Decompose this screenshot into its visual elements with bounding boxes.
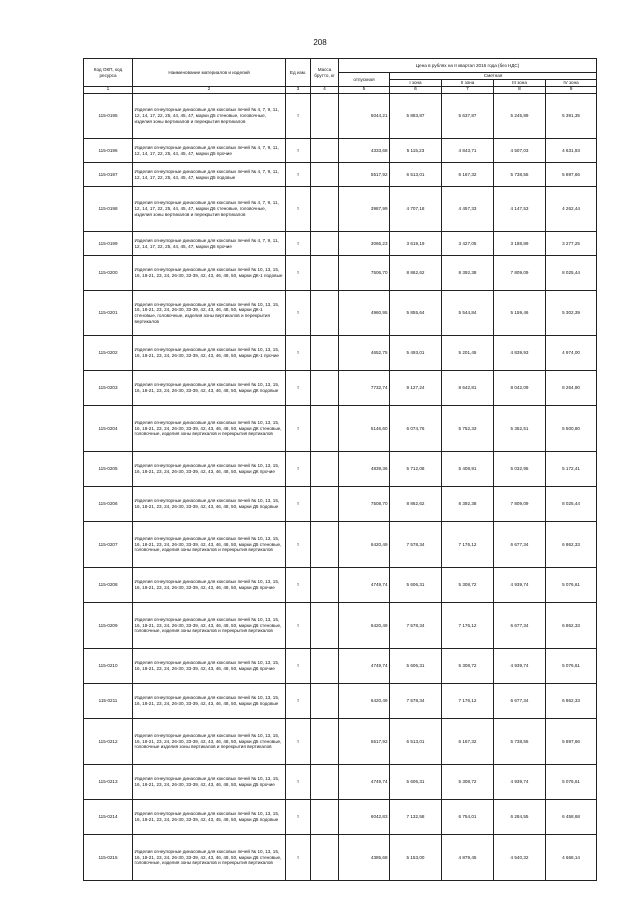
price-zone-4: 6 862,33 [546,603,597,649]
release-price: 5146,60 [339,406,390,452]
resource-code: 115-0203 [84,371,133,406]
release-price: 5517,92 [339,163,390,187]
price-zone-4: 6 862,33 [546,522,597,568]
release-price: 4749,74 [339,649,390,684]
unit-of-measure: т [286,139,311,163]
table-row [84,800,597,835]
column-number: 7 [442,87,494,94]
gross-mass [311,719,339,765]
price-zone-2: 5 308,72 [442,568,494,603]
release-price: 7508,70 [339,487,390,522]
price-zone-1: 6 513,01 [390,163,442,187]
gross-mass [311,649,339,684]
price-zone-4: 8 025,44 [546,256,597,291]
release-price: 4749,74 [339,568,390,603]
material-name: Изделия огнеупорные динасовые для коксовых печей № 4, 7, 9, 11, 12, 14, 17, 22, 25, 44, 45, 47, марки Д5 подовые [133,163,286,187]
header-estimate: Сметная [390,73,597,80]
price-zone-2: 4 457,33 [442,187,494,232]
price-zone-2: 6 167,32 [442,163,494,187]
header-unit: Ед изм. [286,59,311,87]
gross-mass [311,487,339,522]
resource-code: 115-0210 [84,649,133,684]
price-zone-4: 5 172,41 [546,452,597,487]
column-number: 1 [84,87,133,94]
column-number: 8 [494,87,546,94]
gross-mass [311,684,339,719]
table-row [84,406,597,452]
header-code: Код ОКП, код ресурса [84,59,133,87]
price-zone-4: 6 862,33 [546,684,597,719]
price-zone-3: 6 284,55 [494,800,546,835]
unit-of-measure: т [286,256,311,291]
price-zone-2: 4 879,45 [442,835,494,881]
gross-mass [311,291,339,336]
price-zone-2: 5 201,45 [442,336,494,371]
unit-of-measure: т [286,487,311,522]
material-name: Изделия огнеупорные динасовые для коксовых печей № 10, 13, 15, 16, 18-21, 23, 24, 26-30, 33-39, 42, 43, 46, 48, 50, марки Д6 подовые [133,684,286,719]
header-zone-1: I зона [390,80,442,87]
price-zone-2: 7 176,12 [442,684,494,719]
price-zone-3: 8 042,09 [494,371,546,406]
unit-of-measure: т [286,649,311,684]
header-price-group: Цена в рублях на II квартал 2016 года (без НДС) [339,59,597,73]
resource-code: 115-0206 [84,487,133,522]
price-zone-1: 5 855,64 [390,291,442,336]
resource-code: 115-0214 [84,800,133,835]
resource-code: 115-0215 [84,835,133,881]
gross-mass [311,256,339,291]
unit-of-measure: т [286,94,311,139]
release-price: 4839,36 [339,452,390,487]
resource-code: 115-0200 [84,256,133,291]
unit-of-measure: т [286,406,311,452]
column-number: 5 [339,87,390,94]
material-name: Изделия огнеупорные динасовые для коксовых печей № 10, 13, 15, 16, 18-21, 23, 24, 26-30, 33-39, 42, 43, 46, 48, 50, марки ДК-1 стеновые, головочные, изделия зоны вертикалов и перекрытия вертикалов [133,291,286,336]
gross-mass [311,371,339,406]
resource-code: 115-0213 [84,765,133,800]
price-zone-3: 5 245,89 [494,94,546,139]
column-number: 4 [311,87,339,94]
price-zone-2: 8 392,38 [442,487,494,522]
price-zone-1: 6 513,01 [390,719,442,765]
release-price: 7506,70 [339,256,390,291]
price-zone-4: 4 262,44 [546,187,597,232]
price-zone-2: 7 176,12 [442,522,494,568]
column-number-row [84,87,597,94]
price-zone-3: 5 159,46 [494,291,546,336]
gross-mass [311,800,339,835]
material-name: Изделия огнеупорные динасовые для коксовых печей № 10, 13, 15, 16, 18-21, 23, 24, 26-30, 33-39, 42, 43, 46, 48, 50, марки Д6 стеновые, головочные, изделия зоны вертикалов и перекрытия вертикалов [133,835,286,881]
release-price: 4333,68 [339,139,390,163]
material-name: Изделия огнеупорные динасовые для коксовых печей № 10, 13, 15, 16, 18-21, 23, 24, 26-30, 33-39, 42, 43, 46, 48, 50, марки ДК прочие [133,452,286,487]
material-name: Изделия огнеупорные динасовые для коксовых печей № 4, 7, 9, 11, 12, 14, 17, 22, 25, 44, 45, 47, марки Д6 стеновые, головочные, изделия зоны вертикалов и перекрытия вертикалов [133,187,286,232]
resource-code: 115-0207 [84,522,133,568]
release-price: 4385,68 [339,835,390,881]
resource-code: 115-0196 [84,139,133,163]
resource-code: 115-0195 [84,94,133,139]
material-name: Изделия огнеупорные динасовые для коксовых печей № 10, 13, 15, 16, 18-21, 23, 24, 26-30, 33-39, 42, 43, 46, 48, 50, марки ДК подовые [133,371,286,406]
price-zone-2: 5 308,72 [442,765,494,800]
unit-of-measure: т [286,187,311,232]
price-zone-3: 5 738,55 [494,719,546,765]
material-name: Изделия огнеупорные динасовые для коксовых печей № 10, 13, 15, 16, 18-21, 23, 24, 26-30, 33-39, 42, 43, 46, 48, 50, марки Д5 прочие [133,568,286,603]
unit-of-measure: т [286,371,311,406]
header-name: Наименование материалов и изделий [133,59,286,87]
material-name: Изделия огнеупорные динасовые для коксовых печей № 10, 13, 15, 16, 18-21, 23, 24, 26-30, 33-39, 42, 43, 46, 48, 50, марки Д5 стеновые, головочные, изделия зоны вертикалов и перекрытия вертикалов [133,522,286,568]
price-zone-4: 3 277,25 [546,232,597,256]
price-zone-1: 5 883,87 [390,94,442,139]
price-table [83,58,597,881]
unit-of-measure: т [286,336,311,371]
table-row [84,522,597,568]
table-row [84,291,597,336]
resource-code: 115-0197 [84,163,133,187]
table-row [84,187,597,232]
material-name: Изделия огнеупорные динасовые для коксовых печей № 4, 7, 9, 11, 12, 14, 17, 22, 25, 44, 45, 47, марки Д5 стеновые, головочные, изделия зоны вертикалов и перекрытия вертикалов [133,94,286,139]
material-name: Изделия огнеупорные динасовые для коксовых печей № 10, 13, 15, 16, 18-21, 23, 24, 26-30, 33-39, 42, 43, 46, 48, 50, марки ДК-1 прочие [133,336,286,371]
price-zone-3: 4 839,93 [494,336,546,371]
header-zone-4: IV зона [546,80,597,87]
material-name: Изделия огнеупорные динасовые для коксовых печей № 10, 13, 15, 16, 18-21, 23, 24, 26-30, 33-39, 42, 43, 46, 48, 50, марки Д5 стеновые, головочные изделия зоны вертикалов и перекрытия вертикалов [133,719,286,765]
price-zone-4: 4 666,14 [546,835,597,881]
price-zone-1: 5 606,31 [390,649,442,684]
unit-of-measure: т [286,568,311,603]
gross-mass [311,139,339,163]
price-zone-2: 5 752,33 [442,406,494,452]
price-zone-3: 4 939,74 [494,765,546,800]
price-zone-3: 4 939,74 [494,649,546,684]
table-row [84,649,597,684]
price-zone-2: 4 843,71 [442,139,494,163]
resource-code: 115-0211 [84,684,133,719]
gross-mass [311,522,339,568]
unit-of-measure: т [286,684,311,719]
resource-code: 115-0204 [84,406,133,452]
price-zone-2: 5 637,87 [442,94,494,139]
table-row [84,684,597,719]
price-zone-2: 7 176,12 [442,603,494,649]
price-zone-4: 5 897,66 [546,163,597,187]
gross-mass [311,94,339,139]
price-zone-1: 8 862,62 [390,256,442,291]
price-zone-1: 7 578,34 [390,603,442,649]
gross-mass [311,336,339,371]
price-zone-2: 6 167,32 [442,719,494,765]
table-row [84,163,597,187]
price-zone-1: 3 619,19 [390,232,442,256]
material-name: Изделия огнеупорные динасовые для коксовых печей № 10, 13, 15, 16, 18-21, 23, 24, 26-30, 33-39, 42, 43, 46, 48, 50, марки ДК-1 подовые [133,256,286,291]
material-name: Изделия огнеупорные динасовые для коксовых печей № 4, 7, 9, 11, 12, 14, 17, 22, 25, 44, 45, 47, марки Д6 прочие [133,232,286,256]
price-zone-4: 6 458,68 [546,800,597,835]
gross-mass [311,452,339,487]
material-name: Изделия огнеупорные динасовые для коксовых печей № 10, 13, 15, 16, 18-21, 23, 24, 26-30, 33-39, 42, 43, 46, 48, 50, марки Д5 подовые [133,487,286,522]
price-zone-4: 5 076,61 [546,649,597,684]
price-zone-2: 5 408,91 [442,452,494,487]
unit-of-measure: т [286,603,311,649]
unit-of-measure: т [286,163,311,187]
resource-code: 115-0201 [84,291,133,336]
resource-code: 115-0205 [84,452,133,487]
resource-code: 115-0208 [84,568,133,603]
release-price: 6420,49 [339,684,390,719]
gross-mass [311,568,339,603]
table-row [84,139,597,163]
price-zone-3: 6 677,34 [494,522,546,568]
price-zone-1: 5 712,08 [390,452,442,487]
gross-mass [311,835,339,881]
table-row [84,487,597,522]
header-zone-2: II зона [442,80,494,87]
header-release: отпускная [339,73,390,87]
release-price: 6420,49 [339,603,390,649]
resource-code: 115-0209 [84,603,133,649]
price-zone-3: 5 032,95 [494,452,546,487]
price-zone-2: 3 427,05 [442,232,494,256]
price-zone-1: 7 578,34 [390,522,442,568]
unit-of-measure: т [286,522,311,568]
price-zone-3: 4 507,03 [494,139,546,163]
price-zone-2: 6 754,01 [442,800,494,835]
material-name: Изделия огнеупорные динасовые для коксовых печей № 4, 7, 9, 11, 12, 14, 17, 22, 25, 44, 45, 47, марки Д5 прочие [133,139,286,163]
price-zone-3: 3 188,89 [494,232,546,256]
gross-mass [311,187,339,232]
table-row [84,371,597,406]
gross-mass [311,406,339,452]
release-price: 6042,83 [339,800,390,835]
unit-of-measure: т [286,719,311,765]
price-zone-4: 5 897,66 [546,719,597,765]
column-number: 9 [546,87,597,94]
header-zone-3: III зона [494,80,546,87]
unit-of-measure: т [286,800,311,835]
gross-mass [311,603,339,649]
release-price: 5044,21 [339,94,390,139]
release-price: 5517,92 [339,719,390,765]
price-zone-4: 8 025,44 [546,487,597,522]
price-zone-1: 5 153,00 [390,835,442,881]
table-row [84,719,597,765]
material-name: Изделия огнеупорные динасовые для коксовых печей № 10, 13, 15, 16, 18-21, 23, 24, 26-30, 33-39, 42, 43, 46, 48, 50, марки Д5 прочие [133,765,286,800]
release-price: 4652,75 [339,336,390,371]
material-name: Изделия огнеупорные динасовые для коксовых печей № 10, 13, 15, 16, 18-21, 23, 24, 26-30, 33-39, 42, 43, 46, 48, 50, марки ДК стеновые, головочные, изделия зоны вертикалов и перекрытия вертикалов [133,406,286,452]
price-zone-4: 4 631,93 [546,139,597,163]
page-number: 208 [313,38,327,47]
resource-code: 115-0198 [84,187,133,232]
price-zone-4: 5 076,61 [546,568,597,603]
material-name: Изделия огнеупорные динасовые для коксовых печей № 10, 13, 15, 16, 18-21, 23, 24, 26-30, 33-39, 42, 43, 46, 48, 50, марки Д6 стеновые, головочные, изделия зоны вертикалов и перекрытия вертикалов [133,603,286,649]
release-price: 3066,23 [339,232,390,256]
release-price: 3987,99 [339,187,390,232]
gross-mass [311,232,339,256]
table-row [84,452,597,487]
table-row [84,256,597,291]
table-row [84,232,597,256]
price-zone-4: 5 076,61 [546,765,597,800]
price-zone-2: 8 642,81 [442,371,494,406]
price-zone-4: 5 302,39 [546,291,597,336]
column-number: 2 [133,87,286,94]
price-zone-2: 5 544,84 [442,291,494,336]
table-row [84,94,597,139]
unit-of-measure: т [286,232,311,256]
price-zone-3: 7 809,09 [494,256,546,291]
table-row [84,765,597,800]
release-price: 7732,74 [339,371,390,406]
price-zone-4: 8 264,90 [546,371,597,406]
table-row [84,336,597,371]
price-zone-4: 5 500,80 [546,406,597,452]
price-zone-1: 7 578,34 [390,684,442,719]
price-table-body [84,94,597,881]
price-zone-3: 7 809,09 [494,487,546,522]
price-zone-3: 5 352,51 [494,406,546,452]
resource-code: 115-0202 [84,336,133,371]
header-mass: Масса брутто, кг [311,59,339,87]
unit-of-measure: т [286,291,311,336]
price-zone-1: 5 493,01 [390,336,442,371]
column-number: 6 [390,87,442,94]
price-zone-3: 4 540,32 [494,835,546,881]
price-zone-3: 5 738,55 [494,163,546,187]
material-name: Изделия огнеупорные динасовые для коксовых печей № 10, 13, 15, 16, 18-21, 23, 24, 26-30, 33-39, 42, 43, 46, 48, 50, марки Д6 прочие [133,649,286,684]
price-zone-3: 4 147,53 [494,187,546,232]
price-zone-1: 5 606,31 [390,765,442,800]
gross-mass [311,765,339,800]
price-zone-4: 5 391,35 [546,94,597,139]
price-zone-2: 5 308,72 [442,649,494,684]
price-zone-1: 8 862,62 [390,487,442,522]
price-zone-4: 4 974,00 [546,336,597,371]
price-zone-1: 5 115,23 [390,139,442,163]
resource-code: 115-0199 [84,232,133,256]
gross-mass [311,163,339,187]
price-zone-3: 6 677,34 [494,684,546,719]
price-zone-2: 8 392,38 [442,256,494,291]
table-row [84,568,597,603]
price-zone-3: 6 677,34 [494,603,546,649]
table-row [84,603,597,649]
price-zone-1: 6 074,76 [390,406,442,452]
material-name: Изделия огнеупорные динасовые для коксовых печей № 10, 13, 15, 16, 18-21, 23, 24, 26-30, 33-39, 42, 43, 45, 48, 50, марки Д5 подовые [133,800,286,835]
unit-of-measure: т [286,452,311,487]
price-zone-3: 4 939,74 [494,568,546,603]
resource-code: 115-0212 [84,719,133,765]
unit-of-measure: т [286,835,311,881]
table-row [84,835,597,881]
price-zone-1: 5 606,31 [390,568,442,603]
release-price: 6420,49 [339,522,390,568]
release-price: 4960,95 [339,291,390,336]
release-price: 4749,74 [339,765,390,800]
unit-of-measure: т [286,765,311,800]
price-zone-1: 4 707,18 [390,187,442,232]
price-zone-1: 9 127,24 [390,371,442,406]
price-zone-1: 7 132,58 [390,800,442,835]
column-number: 3 [286,87,311,94]
